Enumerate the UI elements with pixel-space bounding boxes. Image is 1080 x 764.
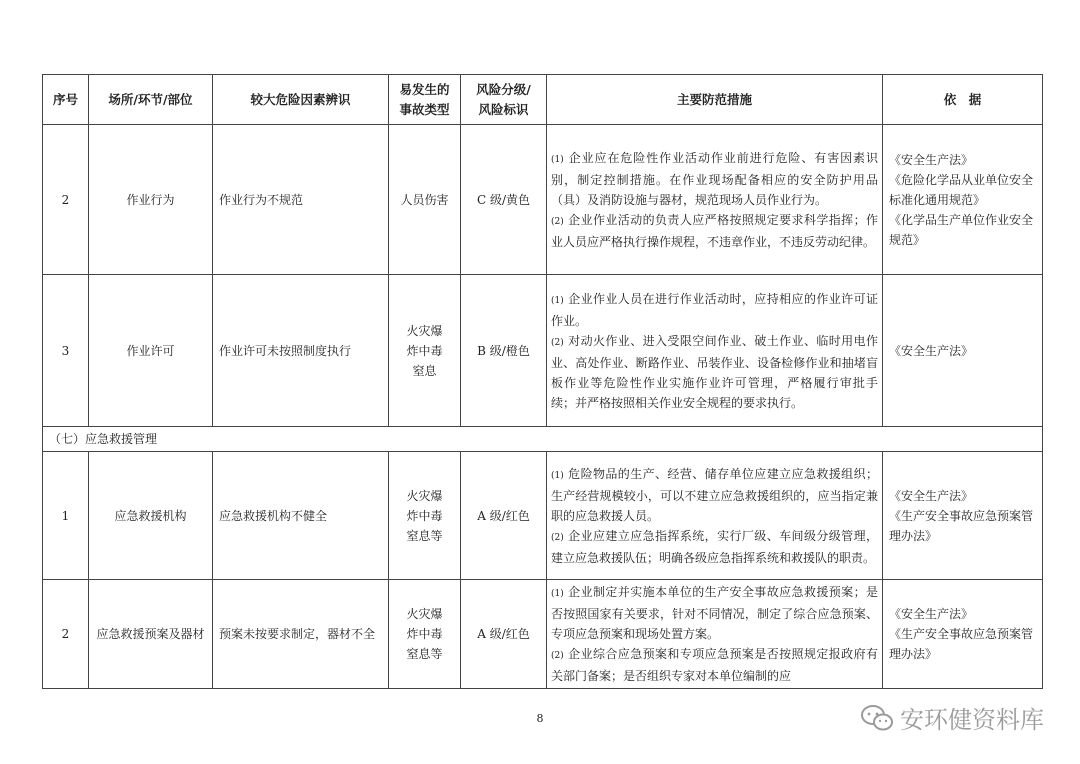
row-no: 3 xyxy=(43,275,89,427)
row-accident: 人员伤害 xyxy=(389,125,461,275)
section-row xyxy=(43,427,1043,452)
measure-number: (1) xyxy=(551,470,564,481)
row-location: 作业许可 xyxy=(89,275,213,427)
basis-item: 《安全生产法》 xyxy=(889,607,974,621)
header-hazard: 较大危险因素辨识 xyxy=(213,75,389,125)
table-row xyxy=(43,275,1043,427)
measure-item xyxy=(551,210,878,252)
measure-item xyxy=(551,148,878,210)
measure-item xyxy=(551,331,878,413)
watermark xyxy=(860,700,1044,735)
row-accident: 火灾爆炸中毒窒息等 xyxy=(389,580,461,689)
row-risk: A 级/红色 xyxy=(461,452,547,580)
header-measures: 主要防范措施 xyxy=(547,75,883,125)
watermark-text: 安环健资料库 xyxy=(900,706,1044,734)
measure-number: (1) xyxy=(551,589,564,599)
measure-text: 企业应建立应急指挥系统，实行厂级、车间级分级管理，建立应急救援队伍；明确各级应急指挥系统和救援队的职责。 xyxy=(551,528,878,565)
measure-item xyxy=(551,464,878,526)
row-risk: A 级/红色 xyxy=(461,580,547,689)
basis-item: 《生产安全事故应急预案管理办法》 xyxy=(889,627,1034,661)
measure-item xyxy=(551,644,878,686)
row-hazard: 预案未按要求制定，器材不全 xyxy=(213,580,389,689)
row-basis xyxy=(883,125,1043,275)
row-measures xyxy=(547,580,883,689)
row-hazard: 应急救援机构不健全 xyxy=(213,452,389,580)
header-row xyxy=(43,75,1043,125)
measure-text: 对动火作业、进入受限空间作业、破土作业、临时用电作业、高处作业、断路作业、吊装作业、设备检修作业和抽堵盲板作业等危险性作业实施作业许可管理，严格履行审批手 续；并严格按照相关作业安全规程的要求执行。 xyxy=(551,333,878,410)
page-number: 8 xyxy=(536,712,544,725)
basis-item: 《安全生产法》 xyxy=(889,152,974,167)
row-location: 应急救援预案及器材 xyxy=(89,580,213,689)
basis-item: 《危险化学品从业单位安全标准化通用规范》 xyxy=(889,172,1034,207)
wechat-icon xyxy=(860,704,894,732)
row-accident: 火灾爆炸中毒窒息等 xyxy=(389,452,461,580)
row-measures xyxy=(547,125,883,275)
basis-item: 《化学品生产单位作业安全规范》 xyxy=(889,212,1034,247)
row-accident: 火灾爆炸中毒窒息 xyxy=(389,275,461,427)
row-risk: C 级/黄色 xyxy=(461,125,547,275)
measure-text: 企业综合应急预案和专项应急预案是否按照规定报政府有关部门备案；是否组织专家对本单位编制的应 xyxy=(551,647,878,683)
section-title: （七）应急救援管理 xyxy=(43,427,1043,452)
header-no: 序号 xyxy=(43,75,89,125)
measure-item xyxy=(551,582,878,644)
header-location: 场所/环节/部位 xyxy=(89,75,213,125)
row-measures xyxy=(547,275,883,427)
measure-number: (2) xyxy=(551,651,564,661)
basis-item: 《安全生产法》 xyxy=(889,488,974,503)
table-row xyxy=(43,125,1043,275)
basis-item: 《安全生产法》 xyxy=(889,343,974,358)
basis-item: 《生产安全事故应急预案管理办法》 xyxy=(889,508,1034,543)
row-basis xyxy=(883,275,1043,427)
measure-item xyxy=(551,289,878,331)
measure-number: (2) xyxy=(551,216,564,227)
row-basis xyxy=(883,452,1043,580)
row-no: 2 xyxy=(43,580,89,689)
header-basis: 依 据 xyxy=(883,75,1043,125)
header-risk: 风险分级/风险标识 xyxy=(461,75,547,125)
table-row xyxy=(43,580,1043,689)
row-location: 作业行为 xyxy=(89,125,213,275)
row-measures xyxy=(547,452,883,580)
measure-text: 危险物品的生产、经营、储存单位应建立应急救援组织；生产经营规模较小，可以不建立应急救援组织的，应当指定兼职的应急救援人员。 xyxy=(551,466,878,523)
measure-number: (1) xyxy=(551,154,564,165)
header-accident: 易发生的事故类型 xyxy=(389,75,461,125)
row-hazard: 作业行为不规范 xyxy=(213,125,389,275)
row-location: 应急救援机构 xyxy=(89,452,213,580)
table-row xyxy=(43,452,1043,580)
measure-item xyxy=(551,526,878,568)
measure-number: (2) xyxy=(551,337,564,348)
row-risk: B 级/橙色 xyxy=(461,275,547,427)
measure-text: 企业应在危险性作业活动作业前进行危险、有害因素识别，制定控制措施。在作业现场配备相应的安全防护用品（具）及消防设施与器材，规范现场人员作业行为。 xyxy=(551,150,878,207)
measure-text: 企业制定并实施本单位的生产安全事故应急救援预案；是否按照国家有关要求，针对不同情况，制定了综合应急预案、专项应急预案和现场处置方案。 xyxy=(551,585,878,641)
measure-number: (2) xyxy=(551,532,564,543)
risk-table xyxy=(42,74,1043,689)
row-no: 2 xyxy=(43,125,89,275)
measure-number: (1) xyxy=(551,295,564,306)
measure-text: 企业作业活动的负责人应严格按照规定要求科学指挥；作业人员应严格执行操作规程，不违章作业，不违反劳动纪律。 xyxy=(551,212,878,249)
row-basis xyxy=(883,580,1043,689)
measure-text: 企业作业人员在进行作业活动时，应持相应的作业许可证作业。 xyxy=(551,291,878,328)
row-hazard: 作业许可未按照制度执行 xyxy=(213,275,389,427)
row-no: 1 xyxy=(43,452,89,580)
